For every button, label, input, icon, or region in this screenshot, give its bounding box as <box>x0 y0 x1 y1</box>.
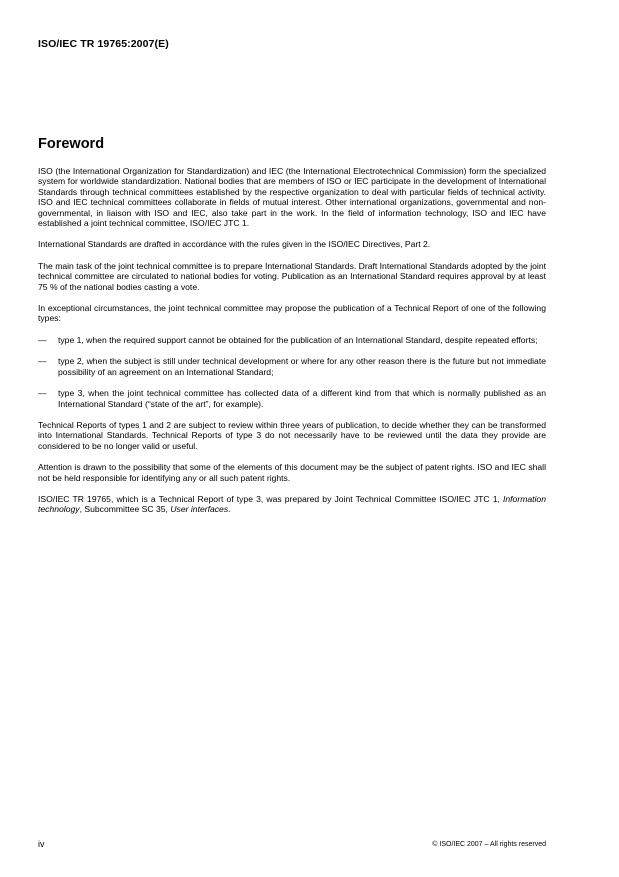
foreword-section <box>38 134 546 526</box>
paragraph-main-task: The main task of the joint technical committee is to prepare International Standards. Draft International Standards adopted by the joint technical committee are circulated to national bodies for voting. Publication as an International Standard requires approval by at least 75 % of the national bodies casting a vote. <box>38 260 546 292</box>
page-number: iv <box>38 839 45 849</box>
copyright-notice: © ISO/IEC 2007 – All rights reserved <box>432 841 546 848</box>
preparation-text-part1: ISO/IEC TR 19765, which is a Technical Report of type 3, was prepared by Joint Technical Committee ISO/IEC JTC 1, <box>38 493 503 504</box>
paragraph-review: Technical Reports of types 1 and 2 are subject to review within three years of publication, to decide whether they can be transformed into International Standards. Technical Reports of type 3 do not necessarily have to be reviewed until the data they provide are considered to be no longer valid or useful. <box>38 419 546 451</box>
list-item <box>38 356 546 377</box>
committee-name-italic: Information technology <box>38 493 546 515</box>
list-item <box>38 388 546 409</box>
preparation-text-part3: . <box>228 504 231 515</box>
paragraph-preparation <box>38 494 546 515</box>
list-item-text: type 3, when the joint technical committee has collected data of a different kind from that which is normally published as an International Standard (“state of the art”, for example). <box>58 388 546 409</box>
dash-bullet: — <box>38 334 47 345</box>
paragraph-exceptional-circumstances: In exceptional circumstances, the joint technical committee may propose the publication of a Technical Report of one of the following types: <box>38 303 546 324</box>
list-item <box>38 335 546 345</box>
preparation-text-part2: , Subcommittee SC 35, <box>79 504 171 515</box>
subcommittee-name-italic: User interfaces <box>170 504 229 515</box>
paragraph-patent-rights: Attention is drawn to the possibility that some of the elements of this document may be the subject of patent rights. ISO and IEC shall not be held responsible for identifying any or all such patent rights. <box>38 462 546 483</box>
page-title: Foreword <box>38 136 105 152</box>
document-id-header: ISO/IEC TR 19765:2007(E) <box>38 38 169 50</box>
dash-bullet: — <box>38 388 47 399</box>
paragraph-drafting-rules: International Standards are drafted in accordance with the rules given in the ISO/IEC Directives, Part 2. <box>38 239 431 250</box>
list-item-text: type 2, when the subject is still under technical development or where for any other reason there is the future but not immediate possibility of an agreement on an International Standard; <box>58 356 546 377</box>
paragraph-iso-iec-intro: ISO (the International Organization for Standardization) and IEC (the International Electrotechnical Commission) form the specialized system for worldwide standardization. National bodies that are members of ISO or IEC participate in the development of International Standards through technical committees established by the respective organization to deal with particular fields of technical activity. ISO and IEC technical committees collaborate in fields of mutual interest. Other international organizations, governmental and non-governmental, in liaison with ISO and IEC, also take part in the work. In the field of information technology, ISO and IEC have established a joint technical committee, ISO/IEC JTC 1. <box>38 166 546 229</box>
dash-bullet: — <box>38 356 47 367</box>
report-types-list <box>38 335 546 409</box>
list-item-text: type 1, when the required support cannot be obtained for the publication of an International Standard, despite repeated efforts; <box>58 334 538 345</box>
